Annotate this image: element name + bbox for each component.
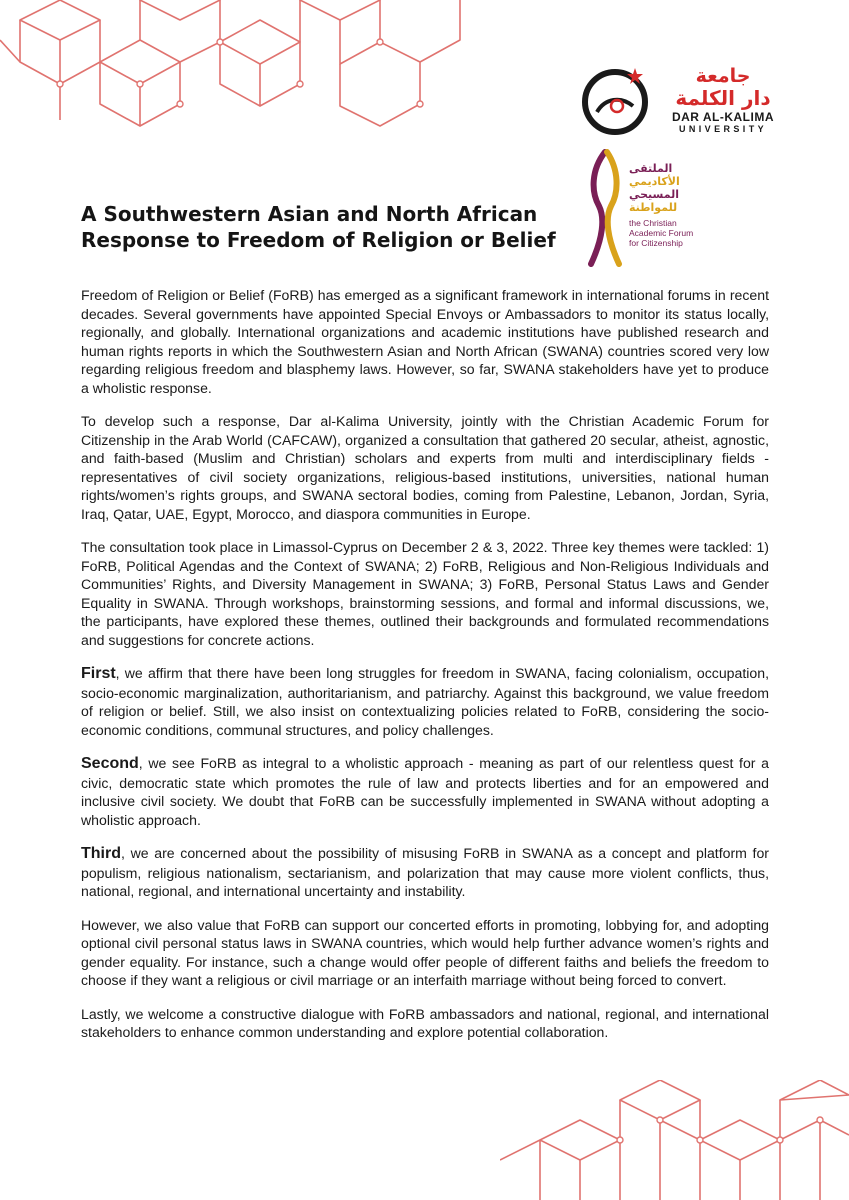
paragraph-however: However, we also value that FoRB can support our concerted efforts in promoting, lobbying for, and adopting optional civil personal status laws in SWANA countries, which would help further advance women’s rights and gender equality. For instance, such a change would offer people of different faiths and beliefs the freedom to choose if they want a religious or civil marriage or an interfaith marriage without being forced to convert. [81, 916, 769, 988]
dar-al-kalima-seal-icon [577, 62, 653, 138]
university-english-subtitle: UNIVERSITY [678, 124, 767, 134]
forum-english-line-3: for Citizenship [629, 238, 683, 248]
lead-word-first: First [81, 665, 116, 682]
paragraph-introduction: Freedom of Religion or Belief (FoRB) has emerged as a significant framework in international forums in recent decades. Several governments have appointed Special Envoys or Ambassadors to monitor its status locally, regionally, and globally. International organizations and academic institutions have published research and human rights reports in which the Southwestern Asian and North African (SWANA) countries scored very low regarding religious freedom and blasphemy laws. However, so far, SWANA stakeholders have yet to produce a wholistic response. [81, 287, 769, 396]
cube-pattern-top-decoration [0, 0, 500, 135]
forum-arabic-line-1: الملتقى [629, 162, 673, 175]
document-title [81, 201, 561, 253]
forum-english-line-2: Academic Forum [629, 228, 694, 238]
document-body [81, 286, 769, 1054]
two-faces-emblem-icon [585, 148, 625, 268]
paragraph-first [81, 664, 769, 739]
lead-word-third: Third [81, 845, 121, 862]
university-english-name: DAR AL-KALIMA [671, 110, 775, 124]
dar-al-kalima-university-logo [577, 62, 777, 142]
christian-academic-forum-logo [585, 148, 735, 270]
forum-arabic-line-3: المسيحي [629, 188, 680, 201]
university-arabic-line-2: دار الكلمة [675, 86, 771, 110]
paragraph-first-text: , we affirm that there have been long struggles for freedom in SWANA, facing colonialism, occupation, socio-economic marginalization, authoritarianism, and patriarchy. Against this background, we value freedom of religion or belief. Still, we also insist on contextualizing policies related to FoRB, considering the socio-economic conditions, communal structures, and policy challenges. [81, 665, 769, 738]
paragraph-third-text: , we are concerned about the possibility of misusing FoRB in SWANA as a concept and platform for populism, religious nationalism, sectarianism, and polarization that may cause more violent conflicts, thus, national, regional, and international uncertainty and instability. [81, 845, 769, 899]
lead-word-second: Second [81, 755, 139, 772]
forum-arabic-line-4: للمواطنة [629, 201, 678, 214]
title-line-2: Response to Freedom of Religion or Belief [81, 228, 556, 252]
paragraph-third [81, 844, 769, 901]
forum-arabic-line-2: الأكاديمي [629, 175, 680, 188]
paragraph-consultation: To develop such a response, Dar al-Kalima University, jointly with the Christian Academic Forum for Citizenship in the Arab World (CAFCAW), organized a consultation that gathered 20 secular, atheist, agnostic, and faith-based (Muslim and Christian) scholars and experts from multi and interdisciplinary fields - representatives of civil society organizations, religious-based institutions, universities, national human rights/women’s rights groups, and SWANA sectoral bodies, coming from Palestine, Lebanon, Jordan, Syria, Iraq, Qatar, UAE, Egypt, Morocco, and diaspora communities in Europe. [81, 413, 769, 522]
paragraph-lastly: Lastly, we welcome a constructive dialogue with FoRB ambassadors and national, regional, and international stakeholders to enhance common understanding and explore potential collaboration. [81, 1005, 769, 1040]
university-arabic-line-1: جامعة [695, 65, 751, 87]
title-line-1: A Southwestern Asian and North African [81, 202, 538, 226]
forum-english-line-1: the Christian [629, 218, 677, 228]
paragraph-themes: The consultation took place in Limassol-Cyprus on December 2 & 3, 2022. Three key themes were tackled: 1) FoRB, Political Agendas and the Context of SWANA; 2) FoRB, Religious and Non-Religious Individuals and Communities’ Rights, and Diversity Management in SWANA; 3) FoRB, Personal Status Laws and Gender Equality in SWANA. Through workshops, brainstorming sessions, and formal and informal discussions, we, the participants, have explored these themes, outlined their backgrounds and formulated recommendations and suggestions for concrete actions. [81, 539, 769, 648]
paragraph-second-text: , we see FoRB as integral to a wholistic approach - meaning as part of our relentless quest for a civic, democratic state which promotes the rule of law and protects liberties and for an empowered and inclusive civil society. We doubt that FoRB can be successfully implemented in SWANA without adopting a wholistic approach. [81, 755, 769, 828]
paragraph-second [81, 754, 769, 829]
cube-pattern-bottom-decoration [500, 1080, 849, 1200]
